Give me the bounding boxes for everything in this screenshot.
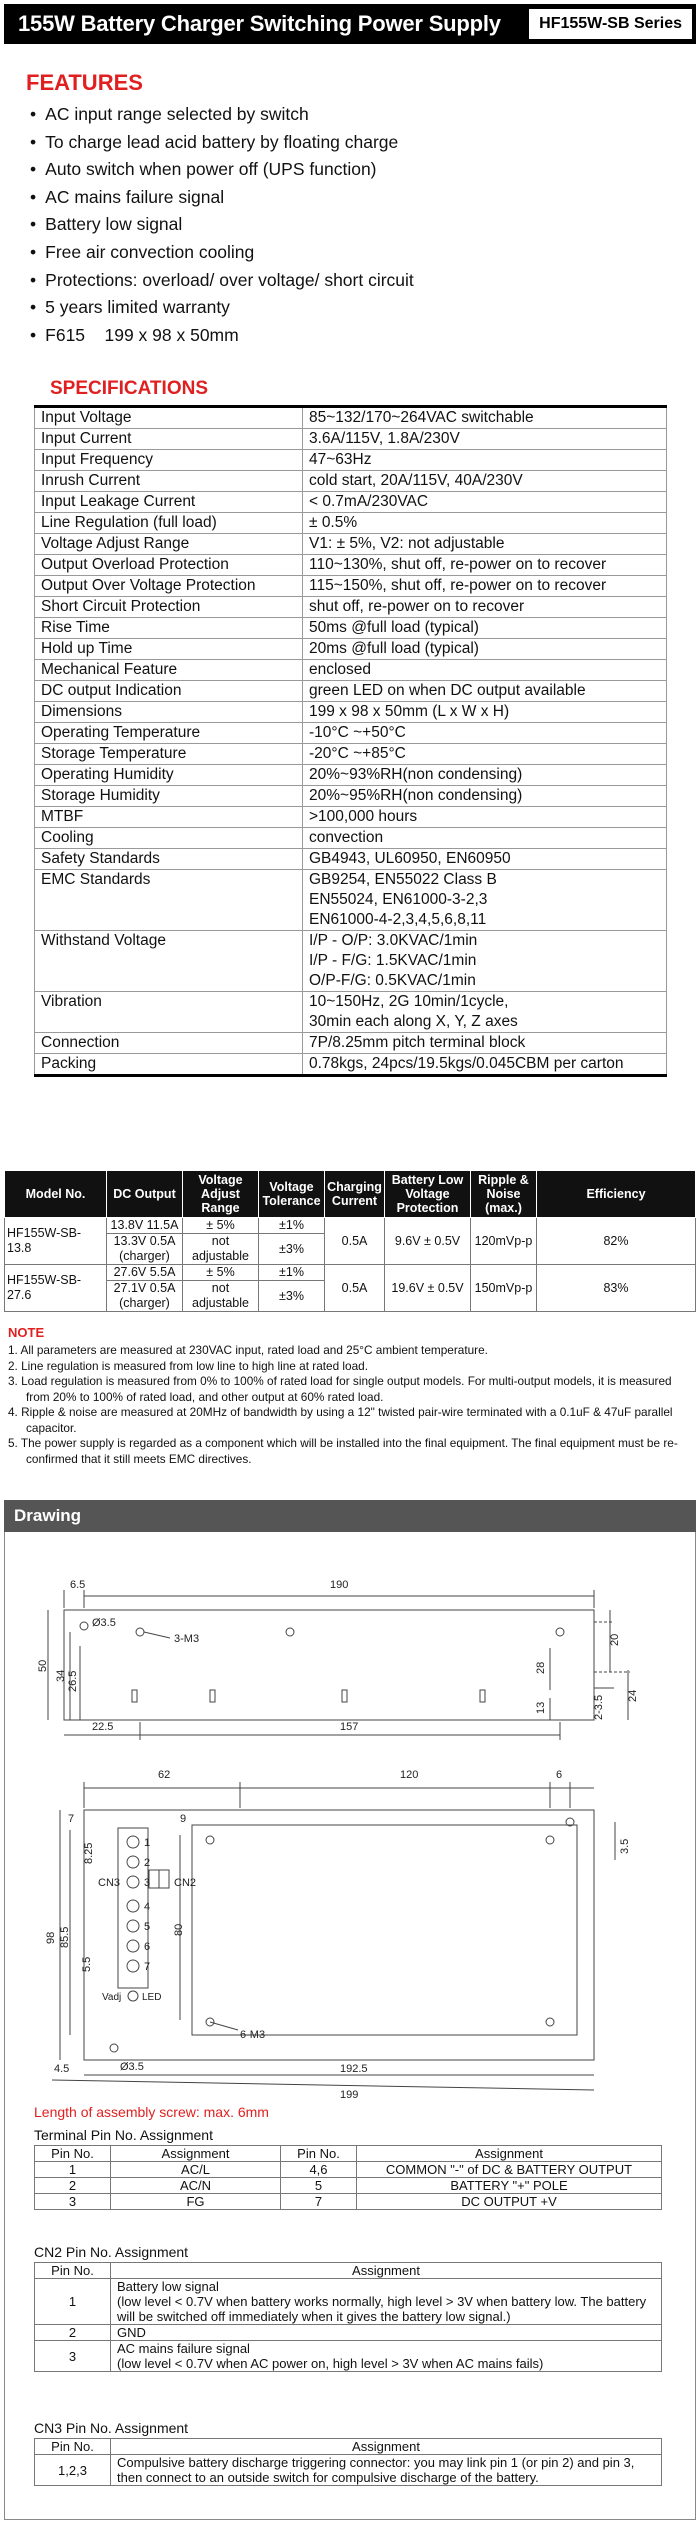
spec-value (303, 618, 667, 639)
spec-value (303, 870, 667, 931)
tolerance: ±3% (259, 1234, 325, 1265)
feature-item: • AC input range selected by switch (30, 101, 414, 129)
dim-label: 22.5 (92, 1721, 114, 1733)
adjust-range: ± 5% (183, 1218, 259, 1234)
spec-label: Storage Temperature (35, 744, 303, 765)
efficiency: 83% (537, 1265, 696, 1312)
efficiency: 82% (537, 1218, 696, 1265)
dim-label: 13 (535, 1701, 547, 1714)
spec-label: Input Current (35, 429, 303, 450)
dim-label: 157 (340, 1721, 359, 1733)
col-pin: Pin No. (35, 2439, 111, 2455)
feature-item: • Protections: overload/ over voltage/ short circuit (30, 267, 414, 295)
pin-cell: 1,2,3 (35, 2455, 111, 2486)
spec-row (35, 1033, 667, 1054)
spec-value (303, 744, 667, 765)
terminal-pin-table (34, 2145, 662, 2210)
spec-value-line: enclosed (309, 661, 372, 678)
spec-value-line: I/P - F/G: 1.5KVAC/1min (309, 952, 477, 969)
spec-row (35, 576, 667, 597)
dim-label: 120 (400, 1769, 419, 1781)
assignment-cell: GND (111, 2325, 662, 2341)
spec-row (35, 702, 667, 723)
spec-label: Inrush Current (35, 471, 303, 492)
spec-value (303, 786, 667, 807)
terminal-number: 6 (144, 1941, 151, 1953)
spec-label: Vibration (35, 992, 303, 1033)
spec-value (303, 660, 667, 681)
spec-row (35, 744, 667, 765)
dim-label: 28 (535, 1661, 547, 1674)
spec-value-line: 20%~93%RH(non condensing) (309, 766, 523, 783)
spec-value-line: 20%~95%RH(non condensing) (309, 787, 523, 804)
spec-value (303, 513, 667, 534)
dim-label: 5.5 (81, 1956, 93, 1972)
assignment-cell (111, 2279, 662, 2325)
spec-value (303, 639, 667, 660)
pin-cell: 2 (35, 2325, 111, 2341)
pin-cell: 1 (35, 2279, 111, 2325)
top-view-dims (37, 1579, 639, 1733)
table-row (35, 2455, 662, 2486)
spec-value-line: 10~150Hz, 2G 10min/1cycle, (309, 993, 509, 1010)
spec-value-line: convection (309, 829, 384, 846)
spec-label: DC output Indication (35, 681, 303, 702)
pin-cell: 7 (281, 2194, 357, 2210)
table-row (5, 1265, 696, 1281)
spec-label: Input Leakage Current (35, 492, 303, 513)
dc-output: 27.6V 5.5A (107, 1265, 183, 1281)
terminal-number: 7 (144, 1961, 151, 1973)
spec-value-line: 115~150%, shut off, re-power on to recover (309, 577, 607, 594)
spec-row (35, 597, 667, 618)
assignment-cell: DC OUTPUT +V (357, 2194, 662, 2210)
spec-label: Dimensions (35, 702, 303, 723)
spec-label: Storage Humidity (35, 786, 303, 807)
spec-label: EMC Standards (35, 870, 303, 931)
spec-value-line: cold start, 20A/115V, 40A/230V (309, 472, 523, 489)
cn2-table-title: CN2 Pin No. Assignment (34, 2244, 189, 2260)
pin-cell: 2 (35, 2178, 111, 2194)
col-assignment: Assignment (111, 2439, 662, 2455)
spec-label: Operating Humidity (35, 765, 303, 786)
dim-label: 199 (340, 2089, 359, 2101)
spec-value (303, 681, 667, 702)
spec-value (303, 807, 667, 828)
spec-value (303, 555, 667, 576)
spec-row (35, 931, 667, 992)
spec-label: Output Overload Protection (35, 555, 303, 576)
spec-value-line: < 0.7mA/230VAC (309, 493, 429, 510)
feature-item: • To charge lead acid battery by floating charge (30, 129, 414, 157)
spec-label: Rise Time (35, 618, 303, 639)
assignment-line: (low level < 0.7V when AC power on, high level > 3V when AC mains fails) (117, 2356, 544, 2371)
cn3-table-title: CN3 Pin No. Assignment (34, 2420, 189, 2436)
spec-row (35, 471, 667, 492)
spec-value (303, 492, 667, 513)
series-badge: HF155W-SB Series (529, 9, 692, 39)
spec-value (303, 597, 667, 618)
page-title: 155W Battery Charger Switching Power Supply (18, 11, 501, 36)
spec-row (35, 1054, 667, 1076)
spec-label: MTBF (35, 807, 303, 828)
specifications-heading: SPECIFICATIONS (50, 378, 208, 399)
assignment-line: Battery low signal (117, 2279, 219, 2294)
assignment-line: (low level < 0.7V when battery works normally, high level > 3V when battery low. The battery (117, 2294, 647, 2309)
dim-label: 190 (330, 1579, 349, 1591)
dim-label: 7 (68, 1813, 75, 1825)
spec-value (303, 471, 667, 492)
dim-label: 6.5 (70, 1579, 86, 1591)
spec-row (35, 681, 667, 702)
spec-value-line: 20ms @full load (typical) (309, 640, 479, 657)
spec-label: Input Frequency (35, 450, 303, 471)
assignment-line: Compulsive battery discharge triggering connector: you may link pin 1 (or pin 2) and pin 3, (117, 2455, 635, 2470)
table-row (35, 2194, 662, 2210)
tolerance: ±3% (259, 1281, 325, 1312)
dim-label: 9 (180, 1813, 187, 1825)
table-row (35, 2279, 662, 2325)
col-charging: Charging Current (325, 1171, 385, 1218)
spec-row (35, 492, 667, 513)
spec-value-line: 0.78kgs, 24pcs/19.5kgs/0.045CBM per carton (309, 1055, 624, 1072)
spec-value-line: -10°C ~+50°C (309, 724, 406, 741)
table-row (35, 2341, 662, 2372)
spec-row (35, 407, 667, 429)
terminal-number: 2 (144, 1857, 151, 1869)
spec-label: Output Over Voltage Protection (35, 576, 303, 597)
spec-label: Safety Standards (35, 849, 303, 870)
dim-label: 6 (556, 1769, 563, 1781)
led-label: LED (142, 1992, 162, 2003)
col-adjust-range: Voltage Adjust Range (183, 1171, 259, 1218)
dim-label: CN3 (98, 1877, 121, 1889)
dim-label: 6-M3 (240, 2029, 266, 2041)
features-heading: FEATURES (26, 70, 143, 95)
adjust-range: not adjustable (183, 1281, 259, 1312)
spec-label: Mechanical Feature (35, 660, 303, 681)
spec-value-line: -20°C ~+85°C (309, 745, 406, 762)
notes-heading: NOTE (8, 1325, 45, 1340)
col-assignment: Assignment (357, 2146, 662, 2162)
spec-value (303, 702, 667, 723)
col-efficiency: Efficiency (537, 1171, 696, 1218)
col-pin: Pin No. (281, 2146, 357, 2162)
assignment-cell (111, 2341, 662, 2372)
table-row (35, 2325, 662, 2341)
dim-label: 34 (55, 1669, 67, 1682)
dc-output: 27.1V 0.5A (charger) (107, 1281, 183, 1312)
dim-label: 98 (45, 1931, 57, 1944)
mechanical-drawing (37, 1560, 660, 2101)
dim-label: 80 (173, 1923, 185, 1936)
spec-value-line: GB9254, EN55022 Class B (309, 871, 497, 888)
tolerance: ±1% (259, 1218, 325, 1234)
assignment-cell: AC/L (111, 2162, 281, 2178)
spec-value-line: EN61000-4-2,3,4,5,6,8,11 (309, 911, 487, 928)
feature-item: • F615 199 x 98 x 50mm (30, 322, 414, 350)
spec-label: Packing (35, 1054, 303, 1076)
spec-row (35, 618, 667, 639)
assignment-cell: AC/N (111, 2178, 281, 2194)
assembly-note: Length of assembly screw: max. 6mm (34, 2104, 269, 2120)
adjust-range: ± 5% (183, 1265, 259, 1281)
spec-value-line: 47~63Hz (309, 451, 372, 468)
spec-value-line: ± 0.5% (309, 514, 358, 531)
spec-row (35, 723, 667, 744)
assignment-cell: BATTERY "+" POLE (357, 2178, 662, 2194)
spec-value-line: green LED on when DC output available (309, 682, 586, 699)
spec-row (35, 807, 667, 828)
battery-low: 9.6V ± 0.5V (385, 1218, 471, 1265)
terminal-number: 1 (144, 1837, 151, 1849)
dim-label: 62 (158, 1769, 171, 1781)
note-item: 3. Load regulation is measured from 0% to 100% of rated load for single output models. For multi-output models, it is measured from 20% to 100% of rated load, and other output at 60% rated load. (8, 1374, 672, 1404)
spec-value (303, 534, 667, 555)
spec-value (303, 931, 667, 992)
spec-label: Hold up Time (35, 639, 303, 660)
model-name: HF155W-SB-27.6 (5, 1265, 107, 1312)
spec-value (303, 849, 667, 870)
spec-label: Operating Temperature (35, 723, 303, 744)
spec-value (303, 1033, 667, 1054)
feature-item: • Battery low signal (30, 211, 414, 239)
spec-label: Voltage Adjust Range (35, 534, 303, 555)
spec-value-line: shut off, re-power on to recover (309, 598, 525, 615)
spec-value (303, 828, 667, 849)
spec-value-line: V1: ± 5%, V2: not adjustable (309, 535, 505, 552)
dim-label: Ø3.5 (92, 1617, 116, 1629)
dim-label: 85.5 (59, 1926, 71, 1948)
col-assignment: Assignment (111, 2146, 281, 2162)
spec-row (35, 450, 667, 471)
spec-value-line: 3.6A/115V, 1.8A/230V (309, 430, 460, 447)
model-name: HF155W-SB-13.8 (5, 1218, 107, 1265)
col-dc-output: DC Output (107, 1171, 183, 1218)
feature-item: • Auto switch when power off (UPS function) (30, 156, 414, 184)
spec-value-line: >100,000 hours (309, 808, 418, 825)
spec-row (35, 765, 667, 786)
notes-list (8, 1343, 684, 1467)
specifications-table (34, 405, 667, 1077)
col-pin: Pin No. (35, 2263, 111, 2279)
feature-item: • AC mains failure signal (30, 184, 414, 212)
spec-label: Withstand Voltage (35, 931, 303, 992)
spec-value-line: 50ms @full load (typical) (309, 619, 479, 636)
spec-label: Line Regulation (full load) (35, 513, 303, 534)
note-item: 5. The power supply is regarded as a component which will be installed into the final equipment. The final equipment must be re-confirmed that it still meets EMC directives. (8, 1436, 678, 1466)
bottom-view-dims (45, 1769, 631, 2101)
spec-row (35, 992, 667, 1033)
table-row (5, 1218, 696, 1234)
dim-label: 2-3.5 (593, 1694, 605, 1720)
spec-value (303, 450, 667, 471)
col-tolerance: Voltage Tolerance (259, 1171, 325, 1218)
spec-row (35, 660, 667, 681)
spec-row (35, 534, 667, 555)
spec-value-line: O/P-F/G: 0.5KVAC/1min (309, 972, 476, 989)
spec-value (303, 992, 667, 1033)
assignment-line: AC mains failure signal (117, 2341, 250, 2356)
col-battery-low: Battery Low Voltage Protection (385, 1171, 471, 1218)
ripple: 150mVp-p (471, 1265, 537, 1312)
battery-low: 19.6V ± 0.5V (385, 1265, 471, 1312)
spec-label: Cooling (35, 828, 303, 849)
spec-value (303, 1054, 667, 1076)
terminal-number: 3 (144, 1877, 151, 1889)
spec-row (35, 639, 667, 660)
dim-label: 3-M3 (174, 1633, 200, 1645)
model-table (4, 1170, 696, 1312)
note-item: 4. Ripple & noise are measured at 20MHz of bandwidth by using a 12" twisted pair-wire terminated with a 0.1uF & 47uF parallel capacitor. (8, 1405, 673, 1435)
adjust-range: not adjustable (183, 1234, 259, 1265)
dim-label: 26.5 (67, 1670, 79, 1692)
assignment-line: then connect to an outside switch for compulsive discharge of the battery. (117, 2470, 539, 2485)
spec-row (35, 849, 667, 870)
terminal-number: 4 (144, 1901, 151, 1913)
spec-row (35, 513, 667, 534)
spec-value (303, 576, 667, 597)
spec-value-line: 110~130%, shut off, re-power on to recover (309, 556, 607, 573)
note-item: 2. Line regulation is measured from low line to high line at rated load. (8, 1358, 369, 1373)
dc-output: 13.3V 0.5A (charger) (107, 1234, 183, 1265)
spec-row (35, 828, 667, 849)
header-bar (4, 4, 696, 44)
spec-row (35, 786, 667, 807)
spec-value (303, 765, 667, 786)
spec-value (303, 407, 667, 429)
model-table-header (5, 1171, 696, 1218)
dc-output: 13.8V 11.5A (107, 1218, 183, 1234)
spec-value-line: 199 x 98 x 50mm (L x W x H) (309, 703, 510, 720)
spec-value-line: 7P/8.25mm pitch terminal block (309, 1034, 526, 1051)
spec-value-line: I/P - O/P: 3.0KVAC/1min (309, 932, 478, 949)
assignment-line: will be switched off immediately when it gives the battery low signal.) (117, 2309, 511, 2324)
spec-label: Short Circuit Protection (35, 597, 303, 618)
spec-value-line: GB4943, UL60950, EN60950 (309, 850, 511, 867)
pin-cell: 3 (35, 2194, 111, 2210)
spec-value-line: 30min each along X, Y, Z axes (309, 1013, 518, 1030)
cn2-pin-table (34, 2262, 662, 2372)
bottom-view (52, 1782, 615, 2090)
spec-value-line: EN55024, EN61000-3-2,3 (309, 891, 488, 908)
dim-label: 50 (37, 1659, 49, 1672)
charging-current: 0.5A (325, 1265, 385, 1312)
terminal-number: 5 (144, 1921, 151, 1933)
feature-item: • Free air convection cooling (30, 239, 414, 267)
cn3-pin-table (34, 2438, 662, 2486)
pin-cell: 5 (281, 2178, 357, 2194)
spec-label: Input Voltage (35, 407, 303, 429)
assignment-cell: FG (111, 2194, 281, 2210)
spec-label: Connection (35, 1033, 303, 1054)
pin-cell: 3 (35, 2341, 111, 2372)
pin-cell: 4,6 (281, 2162, 357, 2178)
dim-label: 24 (627, 1689, 639, 1702)
dim-label: 8.25 (83, 1842, 95, 1864)
dim-label: 20 (609, 1633, 621, 1646)
note-item: 1. All parameters are measured at 230VAC input, rated load and 25°C ambient temperature. (8, 1343, 488, 1357)
dim-label: 192.5 (340, 2063, 368, 2075)
terminal-block (127, 1836, 139, 2001)
spec-row (35, 429, 667, 450)
spec-value (303, 723, 667, 744)
dim-label: Ø3.5 (120, 2061, 144, 2073)
table-row (35, 2162, 662, 2178)
spec-value (303, 429, 667, 450)
vadj-label: Vadj (102, 1992, 122, 2003)
dim-label: CN2 (174, 1877, 197, 1889)
ripple: 120mVp-p (471, 1218, 537, 1265)
charging-current: 0.5A (325, 1218, 385, 1265)
feature-item: • 5 years limited warranty (30, 294, 414, 322)
col-ripple: Ripple & Noise (max.) (471, 1171, 537, 1218)
assignment-cell: COMMON "-" of DC & BATTERY OUTPUT (357, 2162, 662, 2178)
spec-row (35, 870, 667, 931)
table-row (35, 2178, 662, 2194)
pin-cell: 1 (35, 2162, 111, 2178)
features-list (30, 101, 414, 349)
col-pin: Pin No. (35, 2146, 111, 2162)
terminal-table-title: Terminal Pin No. Assignment (34, 2127, 213, 2143)
dim-label: 4.5 (54, 2063, 70, 2075)
tolerance: ±1% (259, 1265, 325, 1281)
dim-label: 3.5 (619, 1838, 631, 1854)
col-model: Model No. (5, 1171, 107, 1218)
col-assignment: Assignment (111, 2263, 662, 2279)
spec-value-line: 85~132/170~264VAC switchable (309, 409, 534, 426)
spec-row (35, 555, 667, 576)
assignment-cell (111, 2455, 662, 2486)
drawing-heading: Drawing (4, 1500, 696, 1532)
